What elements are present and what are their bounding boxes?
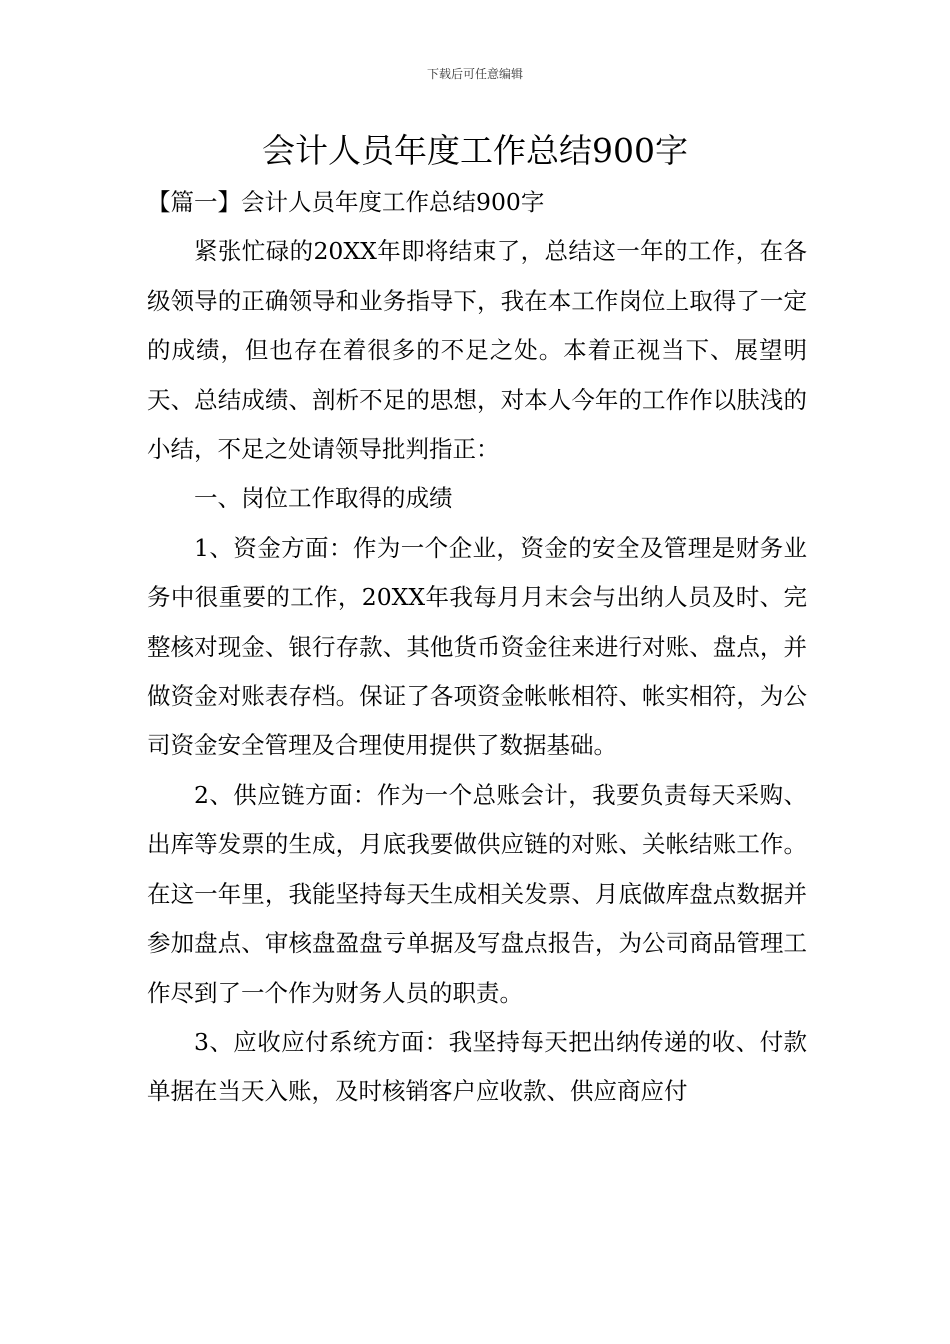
document-title: 会计人员年度工作总结900字 [262, 131, 688, 170]
section-heading: 一、岗位工作取得的成绩 [194, 484, 453, 513]
paragraph-funds: 1、资金方面：作为一个企业，资金的安全及管理是财务业务中很重要的工作，20XX年我每月月末会与出纳人员及时、完整核对现金、银行存款、其他货币资金往来进行对账、盘点，并做资金对账表存档。保证了各项资金帐帐相符、帐实相符，为公司资金安全管理及合理使用提供了数据基础。 [147, 533, 807, 760]
paragraph-receivables: 3、应收应付系统方面：我坚持每天把出纳传递的收、付款单据在当天入账，及时核销客户应收款、供应商应付 [147, 1027, 807, 1106]
document-body [147, 178, 807, 1117]
intro-paragraph: 紧张忙碌的20XX年即将结束了，总结这一年的工作，在各级领导的正确领导和业务指导下，我在本工作岗位上取得了一定的成绩，但也存在着很多的不足之处。本着正视当下、展望明天、总结成绩、剖析不足的思想，对本人今年的工作作以肤浅的小结，不足之处请领导批判指正： [147, 237, 807, 464]
paragraph-supply-chain: 2、供应链方面：作为一个总账会计，我要负责每天采购、出库等发票的生成，月底我要做供应链的对账、关帐结账工作。在这一年里，我能坚持每天生成相关发票、月底做库盘点数据并参加盘点、审核盘盈盘亏单据及写盘点报告，为公司商品管理工作尽到了一个作为财务人员的职责。 [147, 780, 807, 1007]
header-note: 下载后可任意编辑 [426, 67, 523, 81]
section-label: 【篇一】会计人员年度工作总结900字 [147, 188, 545, 216]
